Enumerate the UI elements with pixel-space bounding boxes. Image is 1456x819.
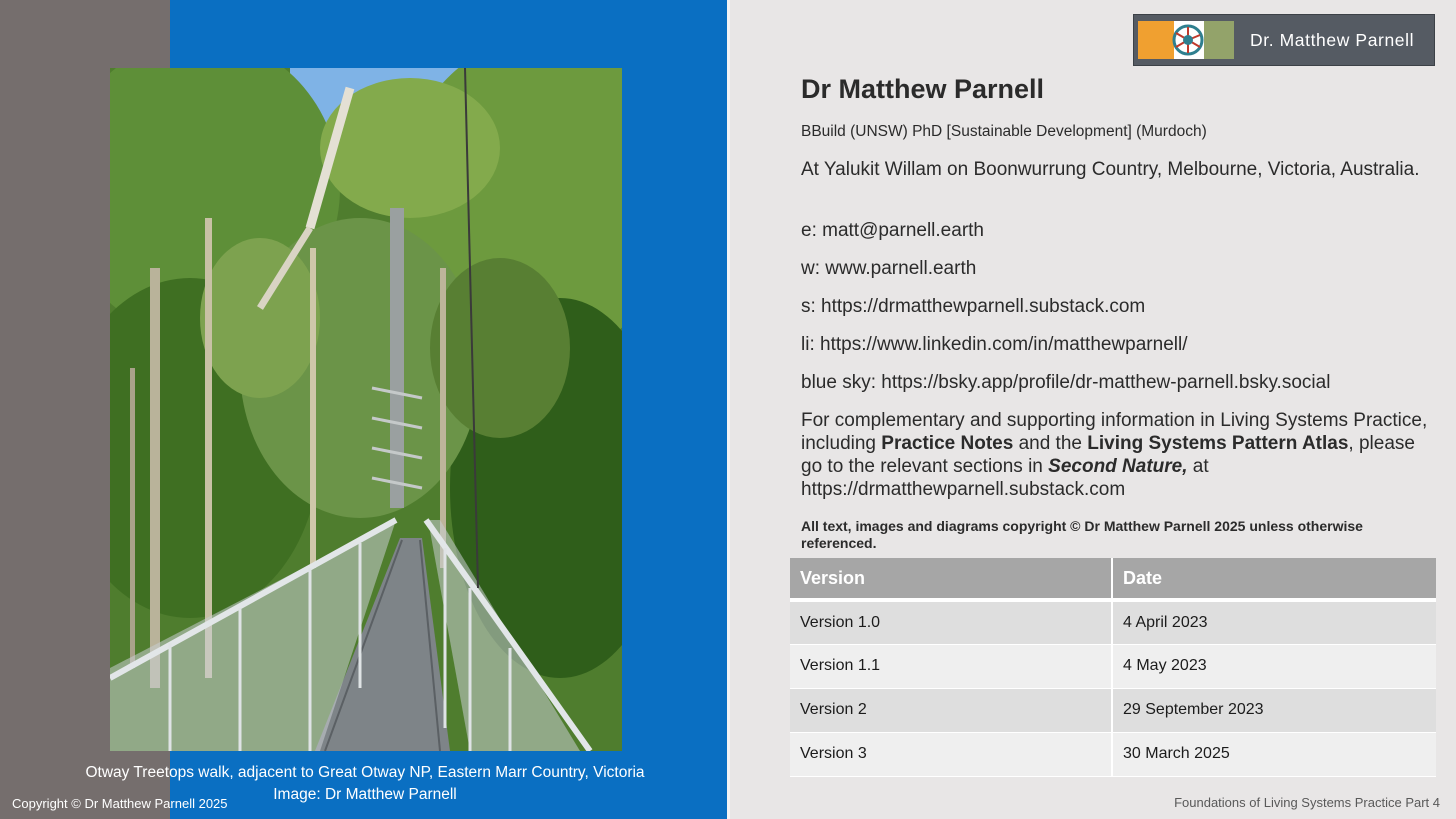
substack-line[interactable]: s: https://drmatthewparnell.substack.com: [801, 296, 1146, 317]
table-row: [790, 688, 1436, 732]
panel-divider: [727, 0, 730, 819]
photo-caption: Otway Treetops walk, adjacent to Great Otway NP, Eastern Marr Country, Victoria: [85, 764, 645, 781]
info-text-2: and the: [1013, 433, 1088, 454]
date-cell: 30 March 2025: [1112, 732, 1436, 776]
header-date: Date: [1112, 558, 1436, 600]
date-cell: 29 September 2023: [1112, 688, 1436, 732]
version-cell: Version 1.0: [790, 600, 1112, 644]
info-pattern-atlas: Living Systems Pattern Atlas: [1087, 433, 1349, 454]
info-text-3: , please go to the relevant sections in: [801, 433, 1415, 477]
info-second-nature: Second Nature,: [1048, 456, 1188, 477]
author-name: Dr Matthew Parnell: [801, 74, 1045, 104]
logo-mark-icon: [1138, 21, 1234, 59]
date-cell: 4 May 2023: [1112, 644, 1436, 688]
author-location: At Yalukit Willam on Boonwurrung Country, Melbourne, Victoria, Australia.: [801, 159, 1420, 180]
table-row: [790, 732, 1436, 776]
email-line[interactable]: e: matt@parnell.earth: [801, 220, 984, 241]
footer-title: Foundations of Living Systems Practice Part 4: [1174, 795, 1440, 810]
copyright-notice: All text, images and diagrams copyright © Dr Matthew Parnell 2025 unless otherwise referenced.: [801, 518, 1363, 551]
photo-credit: Image: Dr Matthew Parnell: [273, 786, 457, 803]
author-degrees: BBuild (UNSW) PhD [Sustainable Development] (Murdoch): [801, 123, 1207, 140]
info-text-1: For complementary and supporting information in Living Systems Practice, including: [801, 410, 1428, 454]
treetops-walk-photo: [110, 68, 622, 751]
date-cell: 4 April 2023: [1112, 600, 1436, 644]
version-table: [790, 558, 1436, 777]
version-cell: Version 2: [790, 688, 1112, 732]
version-table-header: [790, 558, 1436, 600]
linkedin-line[interactable]: li: https://www.linkedin.com/in/matthewparnell/: [801, 334, 1188, 355]
table-row: [790, 600, 1436, 644]
photo-illustration: [110, 68, 622, 751]
version-cell: Version 3: [790, 732, 1112, 776]
bluesky-line[interactable]: blue sky: https://bsky.app/profile/dr-matthew-parnell.bsky.social: [801, 372, 1331, 393]
info-paragraph: [801, 409, 1441, 501]
version-cell: Version 1.1: [790, 644, 1112, 688]
info-text-4[interactable]: at https://drmatthewparnell.substack.com: [801, 456, 1209, 500]
table-row: [790, 644, 1436, 688]
website-line[interactable]: w: www.parnell.earth: [801, 258, 977, 279]
author-logo: [1133, 14, 1435, 66]
header-version: Version: [790, 558, 1112, 600]
logo-text: Dr. Matthew Parnell: [1250, 29, 1415, 50]
info-practice-notes: Practice Notes: [881, 433, 1014, 454]
copyright-left: Copyright © Dr Matthew Parnell 2025: [12, 796, 228, 811]
